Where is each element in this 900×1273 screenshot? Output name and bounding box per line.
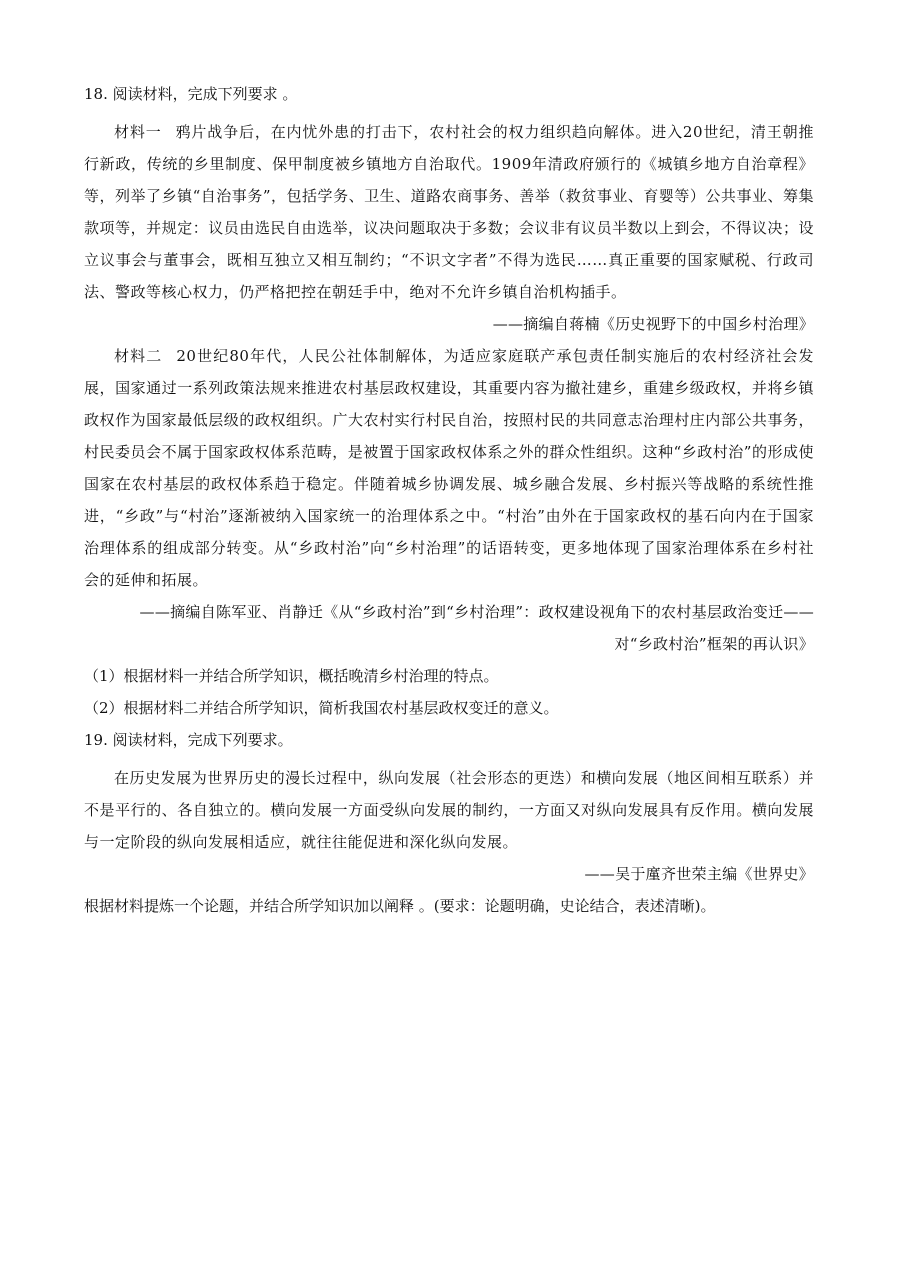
material-1-source: ——摘编自蒋楠《历史视野下的中国乡村治理》 xyxy=(492,315,814,333)
material-19-source: ——吴于廑齐世荣主编《世界史》 xyxy=(584,865,814,883)
sub-question-2: （2）根据材料二并结合所学知识，简析我国农村基层政权变迁的意义。 xyxy=(84,699,559,717)
material-1 xyxy=(84,116,814,308)
material-2-text: 20世纪80年代，人民公社体制解体，为适应家庭联产承包责任制实施后的农村经济社会发展，国家通过一系列政策法规来推进农村基层政权建设，其重要内容为撤社建乡，重建乡级政权，并将乡镇政权作为国家最低层级的政权组织。广大农村实行村民自治，按照村民的共同意志治理村庄内部公共事务，村民委员会不属于国家政权体系范畴，是被置于国家政权体系之外的群众性组织。这种“乡政村治”的形成使国家在农村基层的政权体系趋于稳定。伴随着城乡协调发展、城乡融合发展、乡村振兴等战略的系统性推进，“乡政”与“村治”逐渐被纳入国家统一的治理体系之中。“村治”由外在于国家政权的基石向内在于国家治理体系的组成部分转变。从“乡政村治”向“乡村治理”的话语转变，更多地体现了国家治理体系在乡村社会的延伸和拓展。 xyxy=(84,347,814,589)
material-1-text: 鸦片战争后，在内忧外患的打击下，农村社会的权力组织趋向解体。进入20世纪，清王朝推行新政，传统的乡里制度、保甲制度被乡镇地方自治取代。1909年清政府颁行的《城镇乡地方自治章程》等，列举了乡镇“自治事务”，包括学务、卫生、道路农商事务、善举（救贫事业、育婴等）公共事业、筹集款项等，并规定：议员由选民自由选举，议决问题取决于多数；会议非有议员半数以上到会，不得议决；设立议事会与董事会，既相互独立又相互制约；“不识文字者”不得为选民……真正重要的国家赋税、行政司法、警政等核心权力，仍严格把控在朝廷手中，绝对不允许乡镇自治机构插手。 xyxy=(84,123,814,301)
question-18-title: 18. 阅读材料，完成下列要求 。 xyxy=(84,85,298,103)
exam-page xyxy=(84,78,814,922)
question-19-task: 根据材料提炼一个论题，并结合所学知识加以阐释 。(要求：论题明确，史论结合，表述清晰)。 xyxy=(84,897,716,915)
sub-question-1: （1）根据材料一并结合所学知识，概括晚清乡村治理的特点。 xyxy=(84,667,499,685)
material-2-label: 材料二 xyxy=(114,347,163,365)
material-19-text: 在历史发展为世界历史的漫长过程中，纵向发展（社会形态的更迭）和横向发展（地区间相互联系）并不是平行的、各自独立的。横向发展一方面受纵向发展的制约，一方面又对纵向发展具有反作用。横向发展与一定阶段的纵向发展相适应，就往往能促进和深化纵向发展。 xyxy=(84,769,814,851)
material-2-source-line1: ——摘编自陈军亚、肖静迁《从“乡政村治”到“乡村治理”：政权建设视角下的农村基层政治变迁—— xyxy=(139,603,814,621)
material-2-source xyxy=(82,596,814,660)
material-1-label: 材料一 xyxy=(114,123,162,141)
question-19-title: 19. 阅读材料，完成下列要求。 xyxy=(84,731,293,749)
material-2 xyxy=(84,340,814,596)
material-2-source-line2: 对“乡政村治”框架的再认识》 xyxy=(614,635,814,653)
